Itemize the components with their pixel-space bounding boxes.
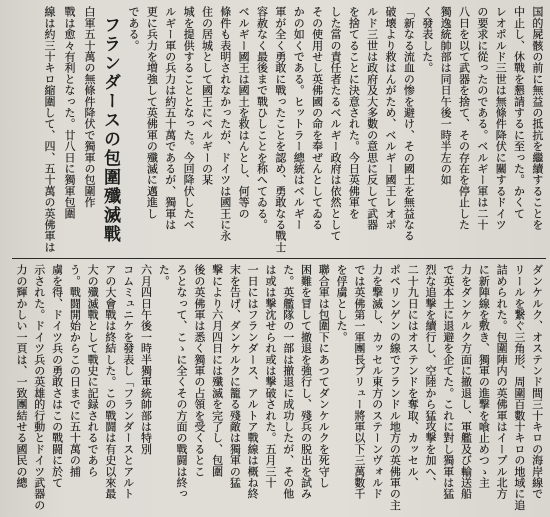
text-column: 国的屍骸の前に無益の抵抗を繼續することを <box>530 6 544 230</box>
text-column: では英佛第一軍團長プリュー將軍以下三萬數千 <box>352 264 366 500</box>
text-column: 末を告げ、ダンケルクに籠る殘敵は獨軍の猛 <box>228 264 242 488</box>
text-column: の要求に從ったのである。ベルギー軍は二十 <box>475 6 489 230</box>
text-column: 力の輝かしい一頁は、一致團結せる國民の總 <box>15 264 28 488</box>
text-column: 條件も表明されなかったが、ドイツは國王に永 <box>218 6 232 242</box>
text-column: ルギー軍の兵力は約五十萬であるが、獨軍は <box>163 6 177 230</box>
text-column: 城を提供することとなった。今回降伏したベ <box>182 6 196 230</box>
text-column: う。戰闘開始からこの日までに五十萬の捕 <box>68 264 82 477</box>
article-lead-body <box>126 6 544 254</box>
text-column: コムミュニケを發表し「フランダースとアルト <box>121 264 135 500</box>
text-column: 「新なる流血の惨を避け、その國土を無益なる <box>402 6 416 242</box>
text-column: 破壊より救はんがため、ベルギー國王レオポ <box>384 6 398 230</box>
text-column: 更に兵力を増強して英佛軍の殲滅に邁進し <box>145 6 159 219</box>
text-column: 二十九日にはオステンドを奪取、カッセル、 <box>406 264 420 488</box>
text-column: 撃により六月四日には殲滅を完了し、包圍 <box>210 264 224 477</box>
text-column: 力をダンケルク方面に撤退し、軍艦及び輸送船 <box>459 264 473 500</box>
text-column: た。英艦隊の一部は撤退に成功したが、その他 <box>281 264 295 500</box>
text-column: ルド三世は政府及大多數の意思に反して武器 <box>365 6 379 230</box>
text-column: 聯合軍は包圍下にあつてダンケルクを死守し <box>317 264 331 488</box>
text-column: かの如くである。ヒットラー總統はベルギー <box>292 6 306 230</box>
text-column: 後の英佛軍は悉く獨軍の占領を受くるとこ <box>192 264 206 477</box>
text-column: は或は撃沈せられ或は撃破された。五月三十 <box>263 264 277 488</box>
text-column: である。 <box>127 6 140 51</box>
text-column: ベルギー國王は國土を救はんとし、何等の <box>237 6 251 219</box>
text-column: レオポルド三世は無條件降伏に關するドイツ <box>494 6 508 230</box>
text-column: 八日を以て武器を捨て、その存在を停止した <box>457 6 471 230</box>
text-column: 六月四日午後一時半獨軍統帥部は特別 <box>139 264 153 455</box>
text-column: 中止し、休戰を懇請するに至った。かくて <box>512 6 526 219</box>
text-column: く發表した。 <box>420 6 434 74</box>
text-column: 住の居城として國王にベルギーの某 <box>200 6 214 186</box>
text-column: で英本土に退避を企てた。これに對し獨軍は猛 <box>441 264 455 500</box>
text-column: リールを繋ぐ三角形、周圍百數十キロの地域に追 <box>512 264 526 511</box>
text-column: 詰められた。包圍陣内の英佛軍はイープル北方 <box>495 264 509 500</box>
text-column: 線は約三十キロ縮圍して、四、五十萬の英佛軍は <box>43 6 56 253</box>
text-column: 烈な追撃を續行し、空陸から猛攻撃を加へ、 <box>423 264 437 488</box>
article-sub-body <box>42 6 96 254</box>
text-column: 虜を得、ドイツ兵の勇敢さはこの戰闘に於て <box>50 264 64 488</box>
text-column: した當の責任者たるベルギー政府は依然として <box>328 6 342 242</box>
text-column: 獨逸統帥部は同日午後一時半左の如 <box>439 6 453 186</box>
text-column: を捨てることに決意された。今日英佛軍を <box>347 6 361 219</box>
text-column: 大の殲滅戰として戰史に記録されるであら <box>86 264 100 477</box>
text-column: ポペリンゲンの線でフランドル地方の英佛軍の主 <box>388 264 402 511</box>
article-lower-body <box>14 264 544 512</box>
text-column: 一日にはフランダース、アルトア戰線は概ね終 <box>246 264 260 500</box>
headline: フランダースの包圍殲滅戰 <box>100 16 120 244</box>
text-column: 戰は愈々有利となった。廿八日に獨軍包圍 <box>63 6 76 219</box>
text-column: アの大會戰は終結した。この戰闘は有史以來最 <box>103 264 117 500</box>
text-column: ダンケルク、オステンド間三十キロの海岸線で <box>530 264 544 500</box>
text-column: ろとなって、こゝに全くその方面の戰闘は終っ <box>175 264 189 500</box>
text-column: 白軍五十萬の無條件降伏で獨軍の包圍作 <box>83 6 96 208</box>
section-divider <box>12 258 546 259</box>
text-column: その使用せし英佛國の命を奉ぜんとしてゐる <box>310 6 324 230</box>
text-column: た。 <box>157 264 171 287</box>
text-column: を俘虜とした。 <box>335 264 349 343</box>
text-column: 力を撃滅し、カッセル東方のステーンヴォルド <box>370 264 384 500</box>
text-column: に新陣線を敷き、獨軍の進撃を喰止めつゝ主 <box>477 264 491 488</box>
text-column: 困難を冒して撤退を強行し、殘兵の脱出を試み <box>299 264 313 500</box>
text-column: 軍が全く勇敢に戰ったことを認め、勇敢なる戰士 <box>273 6 287 253</box>
text-column: 容赦なく最後まで戰ひしことを称へてゐる。 <box>255 6 269 230</box>
text-column: 示された。ドイツ兵の英雄的行動とドイツ武器の <box>32 264 46 511</box>
